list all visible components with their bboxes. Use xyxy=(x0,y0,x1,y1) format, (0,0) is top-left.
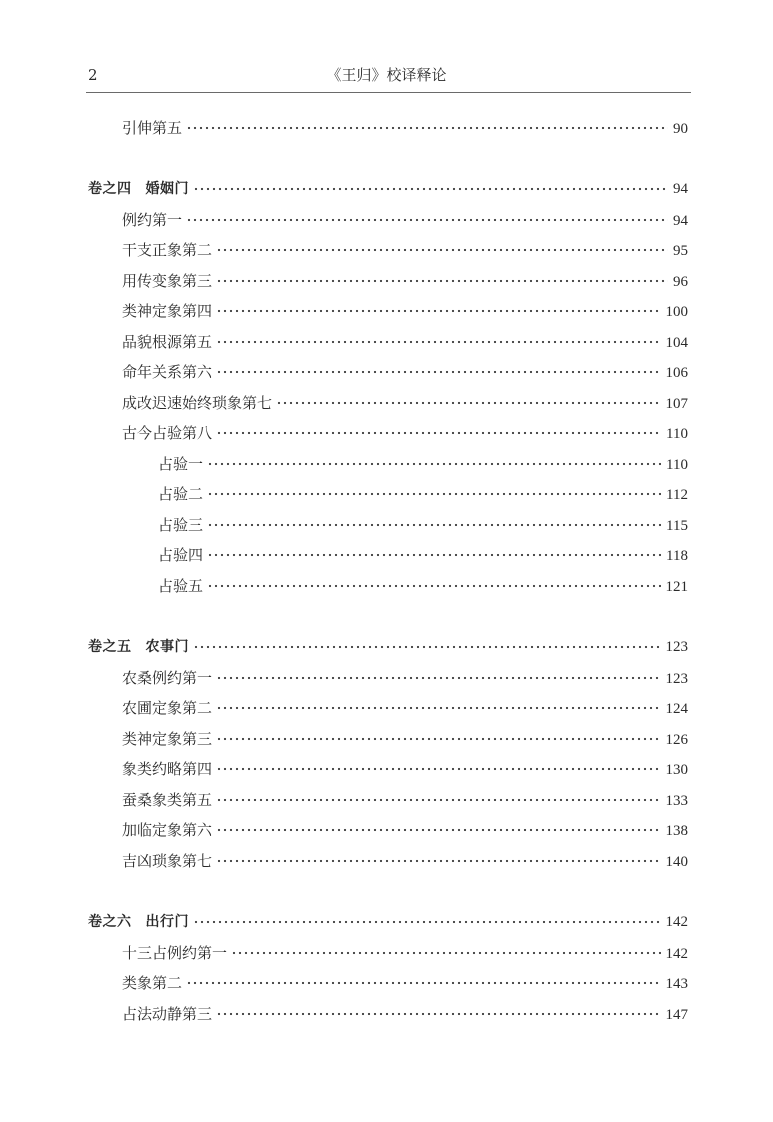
dot-leader xyxy=(193,920,661,924)
dot-leader xyxy=(207,584,660,588)
toc-subentry-page: 110 xyxy=(666,457,688,473)
dot-leader xyxy=(216,431,661,435)
chapter-label: 卷之四 xyxy=(88,181,132,197)
toc-entry-page: 142 xyxy=(665,946,688,962)
running-title: 《王归》校译释论 xyxy=(326,66,447,84)
dot-leader xyxy=(216,340,660,344)
toc-entry-page: 133 xyxy=(665,793,688,809)
toc-chapter xyxy=(88,178,688,200)
toc-entry-page: 96 xyxy=(673,274,688,290)
toc-entry-title: 古今占验第八 xyxy=(122,424,213,442)
toc-entry-page: 130 xyxy=(665,762,688,778)
toc-chapter-page: 94 xyxy=(673,181,688,197)
toc-entry xyxy=(122,1003,688,1025)
toc-entry-title: 象类约略第四 xyxy=(122,760,213,778)
toc-subentry-page: 121 xyxy=(665,579,688,595)
toc-entry xyxy=(122,819,688,841)
toc-entry xyxy=(122,942,688,964)
dot-leader xyxy=(231,951,660,955)
toc-entry-title: 干支正象第二 xyxy=(122,241,213,259)
page-number: 2 xyxy=(88,66,98,84)
toc-entry xyxy=(122,239,688,261)
dot-leader xyxy=(216,859,660,863)
toc-entry-title: 加临定象第六 xyxy=(122,821,213,839)
dot-leader xyxy=(216,676,660,680)
dot-leader xyxy=(207,462,661,466)
toc-entry-title: 十三占例约第一 xyxy=(122,944,228,962)
toc-entry-title: 占法动静第三 xyxy=(122,1005,213,1023)
dot-leader xyxy=(216,706,660,710)
toc-entry-title: 类象第二 xyxy=(122,974,183,992)
toc-subentry xyxy=(158,544,688,566)
toc-entry xyxy=(122,667,688,689)
toc-entry-title: 农圃定象第二 xyxy=(122,699,213,717)
toc-entry-title: 类神定象第三 xyxy=(122,730,213,748)
toc-entry xyxy=(122,331,688,353)
toc-chapter-page: 142 xyxy=(665,914,688,930)
toc-entry-page: 123 xyxy=(665,671,688,687)
dot-leader xyxy=(216,370,660,374)
chapter-name: 农事门 xyxy=(145,639,189,655)
toc-subentry-title: 占验五 xyxy=(158,577,204,595)
toc-subentry-title: 占验四 xyxy=(158,546,204,564)
chapter-name: 婚姻门 xyxy=(145,181,189,197)
dot-leader xyxy=(216,828,660,832)
chapter-name: 出行门 xyxy=(145,914,189,930)
toc-entry-title: 用传变象第三 xyxy=(122,272,213,290)
toc-entry xyxy=(122,209,688,231)
toc-entry-title: 蚕桑象类第五 xyxy=(122,791,213,809)
toc-entry xyxy=(122,117,688,139)
toc-chapter xyxy=(88,911,688,933)
toc-entry-page: 100 xyxy=(665,304,688,320)
toc-entry xyxy=(122,270,688,292)
toc-entry xyxy=(122,361,688,383)
toc-entry-page: 107 xyxy=(665,396,688,412)
toc-entry-page: 90 xyxy=(673,121,688,137)
dot-leader xyxy=(193,645,661,649)
toc-entry-title: 吉凶琐象第七 xyxy=(122,852,213,870)
dot-leader xyxy=(186,126,668,130)
toc-subentry-title: 占验二 xyxy=(158,485,204,503)
toc-subentry-page: 118 xyxy=(666,548,688,564)
toc-subentry xyxy=(158,453,688,475)
toc-chapter xyxy=(88,636,688,658)
toc-entry-title: 农桑例约第一 xyxy=(122,669,213,687)
dot-leader xyxy=(207,553,661,557)
toc-entry-page: 95 xyxy=(673,243,688,259)
toc-chapter-page: 123 xyxy=(665,639,688,655)
toc-entry xyxy=(122,300,688,322)
toc-chapter-title xyxy=(88,178,189,200)
toc-entry-page: 140 xyxy=(665,854,688,870)
dot-leader xyxy=(216,279,668,283)
toc-entry xyxy=(122,972,688,994)
dot-leader xyxy=(216,309,660,313)
chapter-label: 卷之六 xyxy=(88,914,132,930)
chapter-label: 卷之五 xyxy=(88,639,132,655)
dot-leader xyxy=(207,492,661,496)
toc-entry-page: 126 xyxy=(665,732,688,748)
dot-leader xyxy=(216,248,668,252)
toc-entry-page: 110 xyxy=(666,426,688,442)
toc-entry-page: 147 xyxy=(665,1007,688,1023)
toc-entry-title: 成改迟速始终琐象第七 xyxy=(122,394,273,412)
toc-subentry-page: 112 xyxy=(666,487,688,503)
dot-leader xyxy=(207,523,661,527)
dot-leader xyxy=(216,767,660,771)
toc-entry-page: 106 xyxy=(665,365,688,381)
dot-leader xyxy=(216,798,660,802)
dot-leader xyxy=(193,187,668,191)
toc-subentry xyxy=(158,514,688,536)
toc-subentry-title: 占验三 xyxy=(158,516,204,534)
toc-entry-page: 104 xyxy=(665,335,688,351)
toc-subentry xyxy=(158,575,688,597)
toc-chapter-title xyxy=(88,911,189,933)
toc-entry xyxy=(122,697,688,719)
toc-entry-page: 124 xyxy=(665,701,688,717)
toc-entry xyxy=(122,789,688,811)
toc-subentry-title: 占验一 xyxy=(158,455,204,473)
toc-entry-page: 94 xyxy=(673,213,688,229)
dot-leader xyxy=(186,981,660,985)
dot-leader xyxy=(186,218,668,222)
dot-leader xyxy=(216,737,660,741)
toc-entry xyxy=(122,850,688,872)
dot-leader xyxy=(276,401,660,405)
toc-entry-title: 品貌根源第五 xyxy=(122,333,213,351)
toc-entry xyxy=(122,728,688,750)
toc-entry xyxy=(122,422,688,444)
toc-entry-title: 例约第一 xyxy=(122,211,183,229)
toc-subentry-page: 115 xyxy=(666,518,688,534)
toc-entry-title: 命年关系第六 xyxy=(122,363,213,381)
toc-entry-title: 引伸第五 xyxy=(122,119,183,137)
toc-entry-page: 138 xyxy=(665,823,688,839)
toc-entry-title: 类神定象第四 xyxy=(122,302,213,320)
toc-entry-page: 143 xyxy=(665,976,688,992)
dot-leader xyxy=(216,1012,660,1016)
toc-chapter-title xyxy=(88,636,189,658)
toc-entry xyxy=(122,392,688,414)
toc-entry xyxy=(122,758,688,780)
toc-subentry xyxy=(158,483,688,505)
